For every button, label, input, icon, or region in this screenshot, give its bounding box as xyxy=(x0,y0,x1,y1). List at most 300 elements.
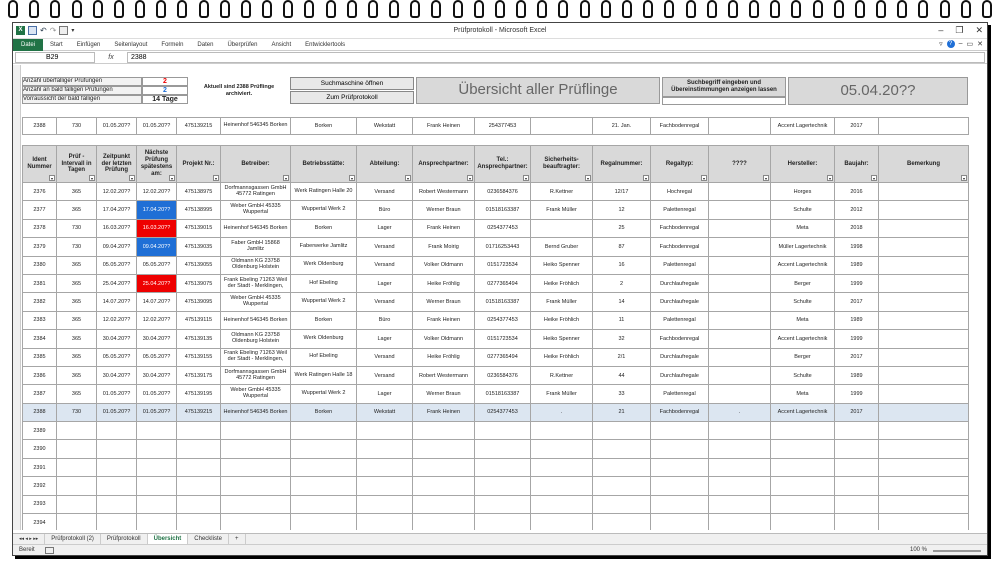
table-cell[interactable] xyxy=(709,219,771,237)
table-cell[interactable] xyxy=(835,458,879,476)
due-date-cell[interactable]: 25.04.20?? xyxy=(137,274,177,292)
table-cell[interactable] xyxy=(137,514,177,530)
table-cell[interactable] xyxy=(137,440,177,458)
table-cell[interactable]: Wuppertal Werk 2 xyxy=(291,201,357,219)
ribbon-tab[interactable]: Entwicklertools xyxy=(305,41,346,48)
table-cell[interactable] xyxy=(835,495,879,513)
table-cell[interactable]: 2017 xyxy=(835,293,879,311)
table-cell[interactable]: 2377 xyxy=(23,201,57,219)
column-header[interactable]: Projekt Nr.: ▾ xyxy=(177,146,221,183)
table-cell[interactable]: 2018 xyxy=(835,219,879,237)
table-cell[interactable]: 01.05.20?? xyxy=(137,385,177,403)
table-cell[interactable]: Berger xyxy=(771,348,835,366)
column-header[interactable]: Betreiber: ▾ xyxy=(221,146,291,183)
table-cell[interactable]: 475138975 xyxy=(177,183,221,201)
due-date-cell[interactable]: 09.04.20?? xyxy=(137,238,177,256)
table-cell[interactable]: 30.04.20?? xyxy=(137,366,177,384)
table-cell[interactable]: Wuppertal Werk 2 xyxy=(291,385,357,403)
minimize-button[interactable]: – xyxy=(938,25,944,35)
table-cell[interactable]: Wuppertal Werk 2 xyxy=(291,293,357,311)
table-cell[interactable]: 730 xyxy=(57,219,97,237)
table-cell[interactable]: Faberwerke Jamlitz xyxy=(291,238,357,256)
table-cell[interactable]: Dorfmannsgassen GmbH 45772 Ratingen xyxy=(221,183,291,201)
table-cell[interactable]: 1989 xyxy=(835,311,879,329)
filter-dropdown-icon[interactable]: ▾ xyxy=(214,176,217,181)
table-cell[interactable] xyxy=(531,422,593,440)
minimize-workbook-icon[interactable]: – xyxy=(958,40,963,47)
table-cell[interactable]: 254377453 xyxy=(475,118,531,135)
table-cell[interactable] xyxy=(771,514,835,530)
table-cell[interactable]: Frank Moirig xyxy=(413,238,475,256)
table-cell[interactable]: 32 xyxy=(593,330,651,348)
table-cell[interactable]: 05.05.20?? xyxy=(137,256,177,274)
table-cell[interactable]: 30.04.20?? xyxy=(97,366,137,384)
table-cell[interactable]: 33 xyxy=(593,385,651,403)
table-cell[interactable] xyxy=(879,274,969,292)
table-cell[interactable] xyxy=(835,477,879,495)
table-cell[interactable] xyxy=(137,495,177,513)
table-cell[interactable] xyxy=(879,385,969,403)
table-cell[interactable] xyxy=(97,477,137,495)
table-cell[interactable]: Palettenregal xyxy=(651,256,709,274)
column-header[interactable]: Sicherheits-beauftragter: ▾ xyxy=(531,146,593,183)
table-cell[interactable]: 2387 xyxy=(23,385,57,403)
table-cell[interactable] xyxy=(771,477,835,495)
table-cell[interactable]: Heinenhof 546345 Borken xyxy=(221,219,291,237)
table-cell[interactable]: 2385 xyxy=(23,348,57,366)
table-cell[interactable]: Borken xyxy=(291,118,357,135)
table-cell[interactable] xyxy=(57,440,97,458)
table-cell[interactable]: 01.05.20?? xyxy=(137,118,177,135)
table-cell[interactable]: 30.04.20?? xyxy=(137,330,177,348)
column-header[interactable]: Abteilung: ▾ xyxy=(357,146,413,183)
table-cell[interactable]: Hochregal xyxy=(651,183,709,201)
table-cell[interactable]: Frank Müller xyxy=(531,385,593,403)
table-cell[interactable] xyxy=(709,201,771,219)
table-cell[interactable] xyxy=(709,348,771,366)
name-box[interactable]: B29 xyxy=(15,52,95,63)
table-cell[interactable] xyxy=(879,514,969,530)
table-cell[interactable] xyxy=(475,458,531,476)
table-cell[interactable] xyxy=(57,514,97,530)
table-cell[interactable]: Versand xyxy=(357,238,413,256)
table-cell[interactable]: Fachbodenregal xyxy=(651,330,709,348)
table-cell[interactable]: Heiko Spenner xyxy=(531,256,593,274)
table-cell[interactable]: 475139135 xyxy=(177,330,221,348)
table-cell[interactable]: Durchlaufregale xyxy=(651,293,709,311)
table-cell[interactable]: Werk Ratingen Halle 20 xyxy=(291,183,357,201)
table-cell[interactable] xyxy=(357,495,413,513)
table-cell[interactable]: Versand xyxy=(357,366,413,384)
column-header[interactable]: Ansprechpartner: ▾ xyxy=(413,146,475,183)
table-cell[interactable]: 12.02.20?? xyxy=(137,183,177,201)
table-cell[interactable] xyxy=(291,477,357,495)
table-cell[interactable] xyxy=(57,458,97,476)
table-cell[interactable]: 365 xyxy=(57,256,97,274)
table-cell[interactable] xyxy=(879,403,969,421)
table-cell[interactable]: 2389 xyxy=(23,422,57,440)
table-cell[interactable]: 2383 xyxy=(23,311,57,329)
table-cell[interactable] xyxy=(475,440,531,458)
table-cell[interactable]: R.Kettner xyxy=(531,183,593,201)
table-cell[interactable]: Fachbodenregal xyxy=(651,238,709,256)
table-cell[interactable]: Borken xyxy=(291,219,357,237)
table-cell[interactable]: Werner Braun xyxy=(413,201,475,219)
ribbon-tab[interactable]: Seitenlayout xyxy=(114,41,148,48)
table-cell[interactable]: 30.04.20?? xyxy=(97,330,137,348)
table-cell[interactable] xyxy=(57,477,97,495)
table-cell[interactable]: Weber GmbH 45335 Wuppertal xyxy=(221,201,291,219)
table-cell[interactable] xyxy=(879,330,969,348)
table-cell[interactable] xyxy=(593,458,651,476)
table-cell[interactable] xyxy=(879,201,969,219)
restore-workbook-icon[interactable]: ▭ xyxy=(966,41,974,48)
ribbon-tab[interactable]: Ansicht xyxy=(271,41,292,48)
table-cell[interactable]: Dorfmannsgassen GmbH 45772 Ratingen xyxy=(221,366,291,384)
table-cell[interactable]: 09.04.20?? xyxy=(97,238,137,256)
table-cell[interactable]: 01.05.20?? xyxy=(97,385,137,403)
table-cell[interactable]: 475139175 xyxy=(177,366,221,384)
sheet-tab[interactable]: Übersicht xyxy=(148,534,189,544)
table-cell[interactable]: 21. Jan. xyxy=(593,118,651,135)
table-cell[interactable]: Heiko Spenner xyxy=(531,330,593,348)
table-cell[interactable] xyxy=(879,366,969,384)
table-cell[interactable] xyxy=(879,311,969,329)
filter-dropdown-icon[interactable]: ▾ xyxy=(644,176,647,181)
sheet-tab[interactable]: Checkliste xyxy=(188,534,229,544)
goto-protocol-button[interactable]: Zum Prüfprotokoll xyxy=(290,91,414,104)
table-cell[interactable]: 0151723534 xyxy=(475,330,531,348)
table-cell[interactable] xyxy=(593,440,651,458)
table-cell[interactable]: Heinenhof 546345 Borken xyxy=(221,311,291,329)
table-cell[interactable] xyxy=(221,440,291,458)
ribbon-tab[interactable]: Daten xyxy=(197,41,214,48)
table-cell[interactable] xyxy=(651,458,709,476)
table-cell[interactable]: 05.05.20?? xyxy=(97,256,137,274)
table-cell[interactable]: Accent Lagertechnik xyxy=(771,403,835,421)
table-cell[interactable]: 365 xyxy=(57,183,97,201)
table-cell[interactable]: Müller Lagertechnik xyxy=(771,238,835,256)
table-cell[interactable]: 475139215 xyxy=(177,118,221,135)
table-cell[interactable]: Frank Müller xyxy=(531,293,593,311)
ribbon-tab[interactable]: Start xyxy=(50,41,63,48)
table-cell[interactable] xyxy=(475,514,531,530)
table-cell[interactable]: 365 xyxy=(57,201,97,219)
table-cell[interactable] xyxy=(97,440,137,458)
table-cell[interactable] xyxy=(879,293,969,311)
column-header[interactable]: Betriebsstätte: ▾ xyxy=(291,146,357,183)
table-cell[interactable] xyxy=(709,422,771,440)
table-cell[interactable] xyxy=(879,495,969,513)
table-cell[interactable]: Frank Ebeling 71263 Weil der Stadt - Merklingen, xyxy=(221,348,291,366)
table-cell[interactable]: 1998 xyxy=(835,238,879,256)
table-cell[interactable] xyxy=(709,183,771,201)
table-cell[interactable]: Büro xyxy=(357,201,413,219)
table-cell[interactable] xyxy=(771,422,835,440)
table-cell[interactable]: 475139115 xyxy=(177,311,221,329)
table-cell[interactable]: 2380 xyxy=(23,256,57,274)
table-cell[interactable]: Versand xyxy=(357,183,413,201)
table-cell[interactable]: 365 xyxy=(57,385,97,403)
filter-dropdown-icon[interactable]: ▾ xyxy=(90,176,93,181)
table-cell[interactable] xyxy=(531,118,593,135)
table-cell[interactable]: 12.02.20?? xyxy=(97,311,137,329)
table-cell[interactable] xyxy=(177,440,221,458)
table-cell[interactable]: 14.07.20?? xyxy=(97,293,137,311)
table-cell[interactable] xyxy=(651,422,709,440)
table-cell[interactable] xyxy=(177,458,221,476)
macro-record-icon[interactable] xyxy=(45,547,54,554)
table-cell[interactable] xyxy=(835,440,879,458)
table-cell[interactable]: 0277365494 xyxy=(475,348,531,366)
table-cell[interactable]: 44 xyxy=(593,366,651,384)
redo-icon[interactable]: ↷ xyxy=(49,26,57,35)
table-cell[interactable]: 21 xyxy=(593,403,651,421)
table-cell[interactable]: 2/1 xyxy=(593,348,651,366)
table-cell[interactable]: Meta xyxy=(771,219,835,237)
table-cell[interactable]: 2378 xyxy=(23,219,57,237)
table-cell[interactable] xyxy=(651,514,709,530)
table-cell[interactable] xyxy=(531,477,593,495)
ribbon-tab[interactable]: Einfügen xyxy=(76,41,101,48)
table-cell[interactable] xyxy=(709,514,771,530)
table-cell[interactable]: Palettenregal xyxy=(651,201,709,219)
table-cell[interactable]: Accent Lagertechnik xyxy=(771,118,835,135)
table-cell[interactable]: Durchlaufregale xyxy=(651,274,709,292)
table-cell[interactable]: 2394 xyxy=(23,514,57,530)
close-button[interactable]: ✕ xyxy=(975,25,983,35)
table-cell[interactable]: Wekstatt xyxy=(357,403,413,421)
table-cell[interactable]: Hof Ebeling xyxy=(291,348,357,366)
table-cell[interactable]: 2388 xyxy=(23,403,57,421)
ribbon-tab[interactable]: Überprüfen xyxy=(227,41,258,48)
table-cell[interactable]: 730 xyxy=(57,238,97,256)
table-cell[interactable] xyxy=(413,422,475,440)
column-header[interactable]: Nächste Prüfung spätestens am: ▾ xyxy=(137,146,177,183)
table-cell[interactable] xyxy=(879,183,969,201)
filter-dropdown-icon[interactable]: ▾ xyxy=(350,176,353,181)
table-cell[interactable]: Versand xyxy=(357,293,413,311)
table-cell[interactable]: Berger xyxy=(771,274,835,292)
table-cell[interactable] xyxy=(879,238,969,256)
table-cell[interactable]: 475139055 xyxy=(177,256,221,274)
table-cell[interactable] xyxy=(475,477,531,495)
table-cell[interactable] xyxy=(357,477,413,495)
filter-dropdown-icon[interactable]: ▾ xyxy=(284,176,287,181)
table-cell[interactable] xyxy=(709,311,771,329)
filter-dropdown-icon[interactable]: ▾ xyxy=(50,176,53,181)
table-cell[interactable]: . xyxy=(709,403,771,421)
table-cell[interactable]: Oldmann KG 23758 Oldenburg Holstein xyxy=(221,256,291,274)
ribbon-tab[interactable]: Formeln xyxy=(161,41,184,48)
table-cell[interactable] xyxy=(357,458,413,476)
table-cell[interactable]: Schulte xyxy=(771,201,835,219)
table-cell[interactable]: 365 xyxy=(57,311,97,329)
table-cell[interactable]: 2012 xyxy=(835,201,879,219)
filter-dropdown-icon[interactable]: ▾ xyxy=(130,176,133,181)
table-cell[interactable]: 365 xyxy=(57,330,97,348)
table-cell[interactable] xyxy=(879,440,969,458)
table-cell[interactable] xyxy=(709,330,771,348)
table-cell[interactable]: 0254377453 xyxy=(475,311,531,329)
close-workbook-icon[interactable]: ✕ xyxy=(977,41,983,48)
table-cell[interactable]: 17.04.20?? xyxy=(97,201,137,219)
table-cell[interactable] xyxy=(221,495,291,513)
table-cell[interactable] xyxy=(593,495,651,513)
table-cell[interactable] xyxy=(413,514,475,530)
table-cell[interactable]: Durchlaufregale xyxy=(651,366,709,384)
table-cell[interactable]: 475139075 xyxy=(177,274,221,292)
table-cell[interactable] xyxy=(291,458,357,476)
table-cell[interactable]: Heike Fröhlig xyxy=(413,274,475,292)
table-cell[interactable]: 16.03.20?? xyxy=(97,219,137,237)
table-cell[interactable] xyxy=(879,348,969,366)
table-cell[interactable] xyxy=(291,495,357,513)
table-cell[interactable]: 05.05.20?? xyxy=(137,348,177,366)
table-cell[interactable]: Bernd Gruber xyxy=(531,238,593,256)
table-cell[interactable]: 2393 xyxy=(23,495,57,513)
table-cell[interactable]: Lager xyxy=(357,330,413,348)
table-cell[interactable]: 2390 xyxy=(23,440,57,458)
table-cell[interactable]: 475139155 xyxy=(177,348,221,366)
column-header[interactable]: Ident Nummer ▾ xyxy=(23,146,57,183)
table-cell[interactable]: 12/17 xyxy=(593,183,651,201)
table-cell[interactable]: 2017 xyxy=(835,348,879,366)
table-cell[interactable]: 365 xyxy=(57,293,97,311)
table-cell[interactable]: 0236584376 xyxy=(475,366,531,384)
table-cell[interactable]: Schulte xyxy=(771,293,835,311)
table-cell[interactable] xyxy=(97,458,137,476)
table-cell[interactable]: Durchlaufregale xyxy=(651,348,709,366)
table-cell[interactable] xyxy=(97,495,137,513)
table-cell[interactable]: Werner Braun xyxy=(413,293,475,311)
table-cell[interactable]: Palettenregal xyxy=(651,311,709,329)
table-cell[interactable] xyxy=(57,495,97,513)
table-cell[interactable] xyxy=(291,440,357,458)
table-cell[interactable]: Frank Heinen xyxy=(413,219,475,237)
table-cell[interactable]: Heike Fröhlich xyxy=(531,348,593,366)
filter-dropdown-icon[interactable]: ▾ xyxy=(764,176,767,181)
table-cell[interactable]: 475139195 xyxy=(177,385,221,403)
table-cell[interactable] xyxy=(221,422,291,440)
table-cell[interactable]: 25 xyxy=(593,219,651,237)
table-cell[interactable]: Frank Heinen xyxy=(413,403,475,421)
table-cell[interactable] xyxy=(413,477,475,495)
zoom-slider[interactable] xyxy=(933,550,981,552)
table-cell[interactable] xyxy=(593,514,651,530)
table-cell[interactable] xyxy=(177,422,221,440)
table-cell[interactable]: Frank Heinen xyxy=(413,311,475,329)
table-cell[interactable]: 730 xyxy=(57,403,97,421)
table-cell[interactable] xyxy=(531,495,593,513)
open-search-button[interactable]: Suchmaschine öffnen xyxy=(290,77,414,90)
table-cell[interactable] xyxy=(291,514,357,530)
table-cell[interactable]: 365 xyxy=(57,348,97,366)
table-cell[interactable]: Fachbodenregal xyxy=(651,403,709,421)
undo-icon[interactable]: ↶ xyxy=(40,26,47,35)
table-cell[interactable] xyxy=(221,458,291,476)
filter-dropdown-icon[interactable]: ▾ xyxy=(872,176,875,181)
table-cell[interactable] xyxy=(651,440,709,458)
table-cell[interactable]: 2386 xyxy=(23,366,57,384)
table-cell[interactable]: 365 xyxy=(57,366,97,384)
table-cell[interactable]: 2392 xyxy=(23,477,57,495)
table-cell[interactable] xyxy=(357,422,413,440)
table-cell[interactable] xyxy=(879,118,969,135)
table-cell[interactable]: Palettenregal xyxy=(651,385,709,403)
table-cell[interactable]: Weber GmbH 45335 Wuppertal xyxy=(221,385,291,403)
table-cell[interactable]: 0151723534 xyxy=(475,256,531,274)
table-cell[interactable]: Fachbodenregal xyxy=(651,219,709,237)
table-cell[interactable]: Accent Lagertechnik xyxy=(771,330,835,348)
table-cell[interactable]: 1999 xyxy=(835,385,879,403)
table-cell[interactable] xyxy=(879,219,969,237)
table-cell[interactable]: 2 xyxy=(593,274,651,292)
table-cell[interactable]: Versand xyxy=(357,256,413,274)
table-cell[interactable]: 365 xyxy=(57,274,97,292)
table-cell[interactable]: 16 xyxy=(593,256,651,274)
table-cell[interactable]: 475139015 xyxy=(177,219,221,237)
table-cell[interactable]: 0254377453 xyxy=(475,219,531,237)
table-cell[interactable]: Heike Fröhlich xyxy=(531,274,593,292)
table-cell[interactable] xyxy=(177,495,221,513)
table-cell[interactable] xyxy=(137,458,177,476)
table-cell[interactable] xyxy=(357,440,413,458)
table-cell[interactable]: Frank Heinen xyxy=(413,118,475,135)
due-date-cell[interactable]: 17.04.20?? xyxy=(137,201,177,219)
filter-dropdown-icon[interactable]: ▾ xyxy=(524,176,527,181)
table-cell[interactable] xyxy=(879,422,969,440)
table-cell[interactable]: Büro xyxy=(357,311,413,329)
column-header[interactable]: Regaltyp: ▾ xyxy=(651,146,709,183)
table-cell[interactable]: Werk Oldenburg xyxy=(291,330,357,348)
new-sheet-icon[interactable]: + xyxy=(229,534,246,544)
column-header[interactable]: ???? ▾ xyxy=(709,146,771,183)
ribbon-tab[interactable]: Datei xyxy=(13,39,43,51)
table-cell[interactable]: 01518163387 xyxy=(475,201,531,219)
table-cell[interactable]: Werner Braun xyxy=(413,385,475,403)
table-cell[interactable]: 2016 xyxy=(835,183,879,201)
table-cell[interactable]: 2381 xyxy=(23,274,57,292)
table-cell[interactable] xyxy=(835,514,879,530)
column-header[interactable]: Baujahr: ▾ xyxy=(835,146,879,183)
table-cell[interactable] xyxy=(137,477,177,495)
table-cell[interactable]: Horges xyxy=(771,183,835,201)
filter-dropdown-icon[interactable]: ▾ xyxy=(406,176,409,181)
table-cell[interactable]: 475138995 xyxy=(177,201,221,219)
table-cell[interactable] xyxy=(413,495,475,513)
table-cell[interactable]: Werk Oldenburg xyxy=(291,256,357,274)
table-cell[interactable]: 01.05.20?? xyxy=(137,403,177,421)
filter-dropdown-icon[interactable]: ▾ xyxy=(170,176,173,181)
table-cell[interactable]: Borken xyxy=(291,311,357,329)
table-cell[interactable]: Hof Ebeling xyxy=(291,274,357,292)
table-cell[interactable]: Robert Westermann xyxy=(413,366,475,384)
column-header[interactable]: Regalnummer: ▾ xyxy=(593,146,651,183)
insert-function-icon[interactable]: fx xyxy=(108,53,114,61)
due-date-cell[interactable]: 16.03.20?? xyxy=(137,219,177,237)
table-cell[interactable] xyxy=(651,495,709,513)
table-cell[interactable]: Fachbodenregal xyxy=(651,118,709,135)
table-cell[interactable]: 1989 xyxy=(835,256,879,274)
table-cell[interactable]: Schulte xyxy=(771,366,835,384)
table-cell[interactable]: 12.02.20?? xyxy=(137,311,177,329)
filter-dropdown-icon[interactable]: ▾ xyxy=(962,176,965,181)
print-icon[interactable] xyxy=(59,26,68,35)
table-cell[interactable]: 12.02.20?? xyxy=(97,183,137,201)
table-cell[interactable]: 2382 xyxy=(23,293,57,311)
table-cell[interactable] xyxy=(137,422,177,440)
